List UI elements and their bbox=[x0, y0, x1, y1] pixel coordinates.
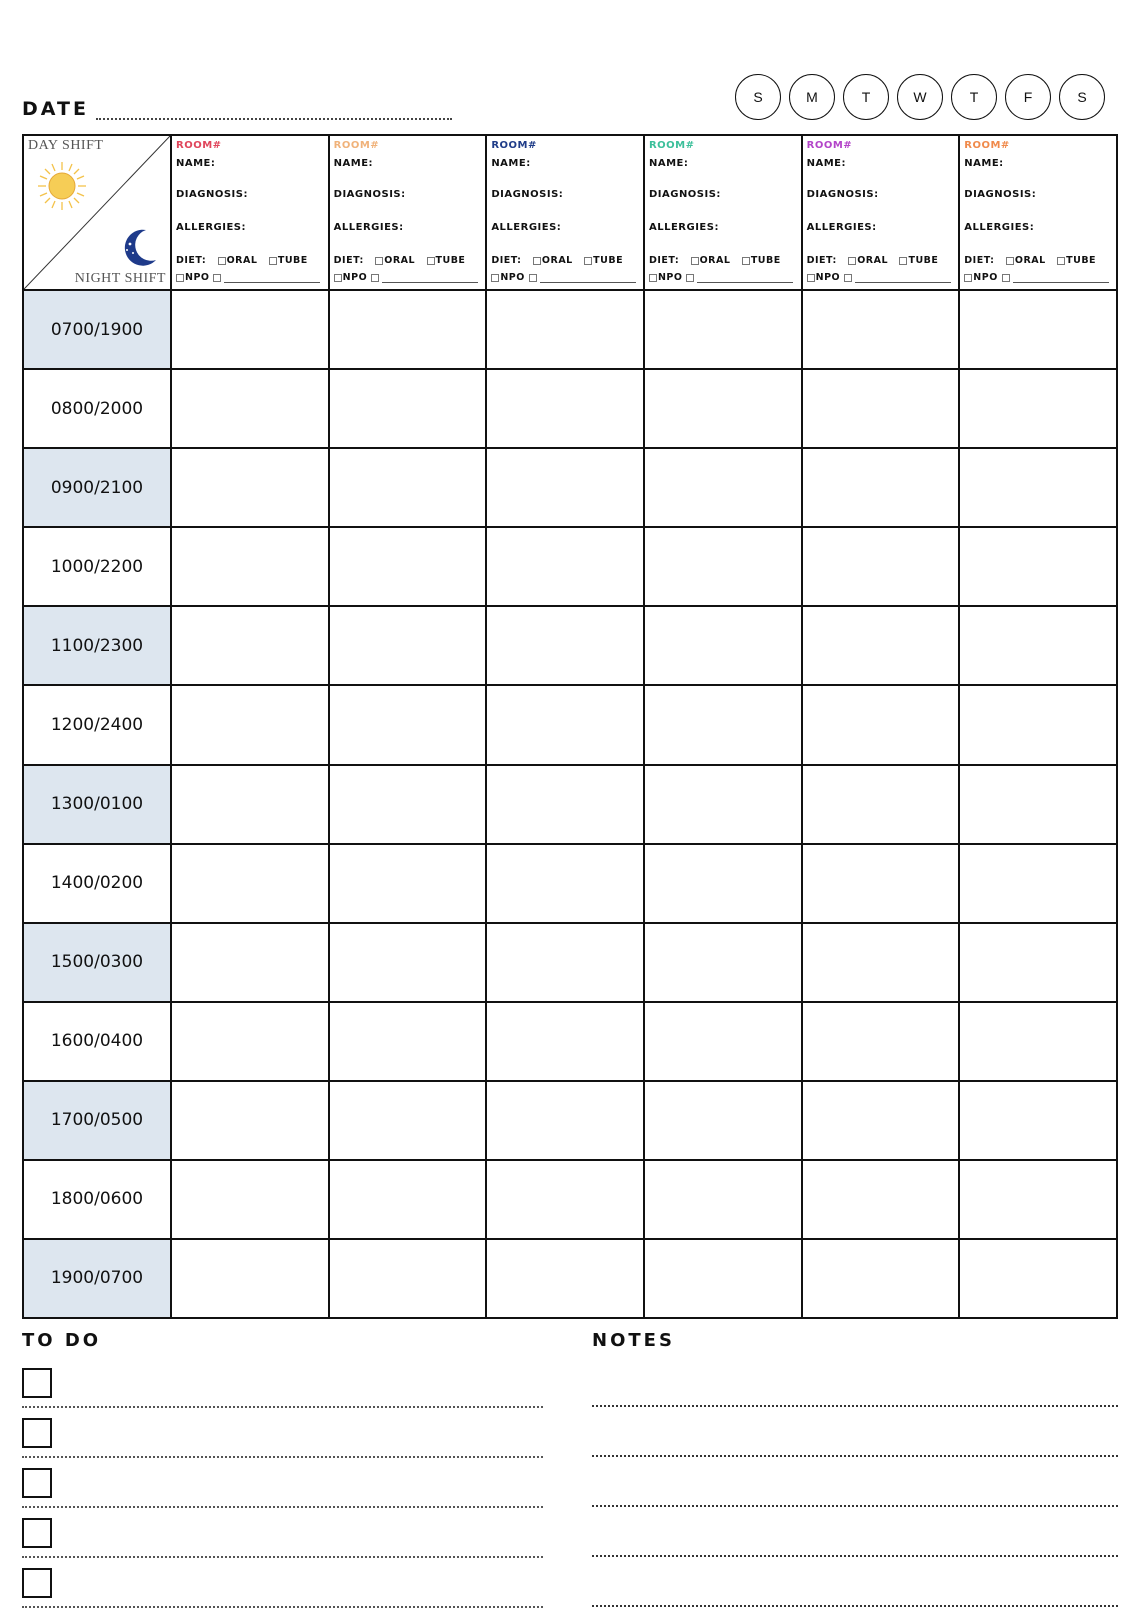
schedule-cell[interactable] bbox=[959, 1081, 1117, 1160]
day-thursday[interactable]: T bbox=[951, 74, 997, 120]
npo-label: NPO bbox=[973, 272, 998, 283]
time-row bbox=[23, 844, 1117, 923]
patient-header-2[interactable] bbox=[329, 135, 487, 290]
time-label: 1100/2300 bbox=[23, 606, 171, 685]
schedule-cell[interactable] bbox=[802, 1002, 960, 1081]
schedule-cell[interactable] bbox=[329, 1081, 487, 1160]
shift-corner-cell bbox=[23, 135, 171, 290]
diagnosis-label: DIAGNOSIS: bbox=[806, 189, 879, 200]
schedule-cell[interactable] bbox=[171, 1160, 329, 1239]
schedule-cell[interactable] bbox=[959, 369, 1117, 448]
name-label: NAME: bbox=[806, 158, 847, 169]
npo-label: NPO bbox=[815, 272, 841, 283]
tube-label: TUBE bbox=[908, 255, 939, 266]
tube-checkbox[interactable] bbox=[899, 257, 907, 265]
oral-checkbox[interactable] bbox=[848, 257, 856, 265]
time-label: 1200/2400 bbox=[23, 685, 171, 764]
room-label: ROOM# bbox=[491, 140, 537, 151]
allergies-label: ALLERGIES: bbox=[333, 222, 404, 233]
schedule-cell[interactable] bbox=[644, 1002, 802, 1081]
time-label: 1800/0600 bbox=[23, 1160, 171, 1239]
npo-row bbox=[176, 272, 320, 283]
schedule-cell[interactable] bbox=[171, 765, 329, 844]
diet-row bbox=[334, 255, 484, 266]
schedule-cell[interactable] bbox=[802, 923, 960, 1002]
oral-label: ORAL bbox=[1014, 255, 1046, 266]
diagnosis-label: DIAGNOSIS: bbox=[648, 189, 721, 200]
schedule-cell[interactable] bbox=[644, 527, 802, 606]
time-row bbox=[23, 765, 1117, 844]
schedule-cell[interactable] bbox=[171, 1081, 329, 1160]
schedule-cell[interactable] bbox=[644, 1160, 802, 1239]
schedule-cell[interactable] bbox=[802, 448, 960, 527]
allergies-label: ALLERGIES: bbox=[806, 222, 877, 233]
time-row bbox=[23, 1239, 1117, 1318]
schedule-cell[interactable] bbox=[959, 527, 1117, 606]
schedule-cell[interactable] bbox=[644, 844, 802, 923]
diagnosis-label: DIAGNOSIS: bbox=[176, 189, 248, 200]
allergies-label: ALLERGIES: bbox=[491, 222, 562, 233]
time-row bbox=[23, 685, 1117, 764]
oral-label: ORAL bbox=[857, 255, 889, 266]
schedule-cell[interactable] bbox=[486, 606, 644, 685]
tube-checkbox[interactable] bbox=[584, 257, 592, 265]
schedule-cell[interactable] bbox=[802, 527, 960, 606]
schedule-cell[interactable] bbox=[802, 606, 960, 685]
tube-checkbox[interactable] bbox=[427, 257, 435, 265]
schedule-cell[interactable] bbox=[802, 1081, 960, 1160]
schedule-cell[interactable] bbox=[644, 448, 802, 527]
todo-line[interactable] bbox=[22, 1556, 543, 1558]
schedule-cell[interactable] bbox=[644, 923, 802, 1002]
todo-checkbox[interactable] bbox=[22, 1568, 52, 1598]
note-line[interactable] bbox=[592, 1605, 1118, 1607]
room-label: ROOM# bbox=[806, 140, 853, 151]
schedule-cell[interactable] bbox=[644, 685, 802, 764]
schedule-cell[interactable] bbox=[329, 290, 487, 369]
date-label: DATE bbox=[22, 98, 89, 120]
oral-checkbox[interactable] bbox=[533, 257, 541, 265]
time-label: 0900/2100 bbox=[23, 448, 171, 527]
time-label: 1400/0200 bbox=[23, 844, 171, 923]
schedule-cell[interactable] bbox=[171, 844, 329, 923]
schedule-cell[interactable] bbox=[802, 369, 960, 448]
other-checkbox[interactable] bbox=[529, 274, 537, 282]
npo-label: NPO bbox=[185, 272, 210, 283]
schedule-cell[interactable] bbox=[486, 1081, 644, 1160]
schedule-cell[interactable] bbox=[644, 606, 802, 685]
oral-checkbox[interactable] bbox=[375, 257, 383, 265]
allergies-label: ALLERGIES: bbox=[964, 222, 1035, 233]
npo-checkbox[interactable] bbox=[176, 274, 184, 282]
schedule-cell[interactable] bbox=[329, 527, 487, 606]
schedule-cell[interactable] bbox=[959, 1239, 1117, 1318]
diagnosis-label: DIAGNOSIS: bbox=[333, 189, 406, 200]
schedule-cell[interactable] bbox=[486, 369, 644, 448]
other-checkbox[interactable] bbox=[371, 274, 379, 282]
tube-label: TUBE bbox=[277, 255, 308, 266]
day-shift-label: DAY SHIFT bbox=[28, 138, 104, 153]
time-row bbox=[23, 369, 1117, 448]
room-label: ROOM# bbox=[176, 140, 222, 151]
tube-label: TUBE bbox=[750, 255, 781, 266]
todo-checkbox[interactable] bbox=[22, 1518, 52, 1548]
other-line[interactable] bbox=[224, 282, 320, 283]
todo-item bbox=[22, 1568, 543, 1616]
schedule-cell[interactable] bbox=[486, 1002, 644, 1081]
schedule-cell[interactable] bbox=[171, 923, 329, 1002]
schedule-cell[interactable] bbox=[171, 1239, 329, 1318]
time-label: 1300/0100 bbox=[23, 765, 171, 844]
schedule-cell[interactable] bbox=[171, 606, 329, 685]
schedule-cell[interactable] bbox=[959, 606, 1117, 685]
schedule-cell[interactable] bbox=[486, 1239, 644, 1318]
schedule-cell[interactable] bbox=[802, 765, 960, 844]
schedule-cell[interactable] bbox=[171, 290, 329, 369]
oral-label: ORAL bbox=[699, 255, 731, 266]
schedule-cell[interactable] bbox=[959, 1160, 1117, 1239]
name-label: NAME: bbox=[964, 158, 1004, 169]
schedule-cell[interactable] bbox=[171, 1002, 329, 1081]
time-row bbox=[23, 448, 1117, 527]
schedule-cell[interactable] bbox=[644, 765, 802, 844]
oral-label: ORAL bbox=[226, 255, 258, 266]
name-label: NAME: bbox=[491, 158, 531, 169]
time-row bbox=[23, 527, 1117, 606]
time-row bbox=[23, 1081, 1117, 1160]
name-label: NAME: bbox=[333, 158, 374, 169]
schedule-cell[interactable] bbox=[329, 685, 487, 764]
npo-label: NPO bbox=[657, 272, 683, 283]
schedule-cell[interactable] bbox=[959, 923, 1117, 1002]
diet-row bbox=[807, 255, 957, 266]
day-tuesday[interactable]: T bbox=[843, 74, 889, 120]
diet-label: DIET: bbox=[333, 255, 364, 266]
todo-title: TO DO bbox=[22, 1330, 102, 1351]
todo-item bbox=[22, 1468, 543, 1516]
diet-row bbox=[964, 255, 1114, 266]
oral-checkbox[interactable] bbox=[691, 257, 699, 265]
oral-label: ORAL bbox=[541, 255, 573, 266]
todo-checkbox[interactable] bbox=[22, 1368, 52, 1398]
schedule-cell[interactable] bbox=[486, 844, 644, 923]
note-line[interactable] bbox=[592, 1455, 1118, 1457]
room-label: ROOM# bbox=[964, 140, 1010, 151]
time-row bbox=[23, 606, 1117, 685]
other-line[interactable] bbox=[540, 282, 636, 283]
schedule-cell[interactable] bbox=[171, 369, 329, 448]
day-friday[interactable]: F bbox=[1005, 74, 1051, 120]
time-label: 1000/2200 bbox=[23, 527, 171, 606]
other-line[interactable] bbox=[855, 282, 951, 283]
todo-line[interactable] bbox=[22, 1506, 543, 1508]
allergies-label: ALLERGIES: bbox=[176, 222, 246, 233]
schedule-cell[interactable] bbox=[802, 844, 960, 923]
schedule-cell[interactable] bbox=[486, 765, 644, 844]
note-line[interactable] bbox=[592, 1505, 1118, 1507]
patient-header-5[interactable] bbox=[802, 135, 960, 290]
diet-label: DIET: bbox=[491, 255, 522, 266]
todo-line[interactable] bbox=[22, 1406, 543, 1408]
schedule-cell[interactable] bbox=[486, 923, 644, 1002]
room-label: ROOM# bbox=[333, 140, 380, 151]
schedule-cell[interactable] bbox=[959, 448, 1117, 527]
note-line[interactable] bbox=[592, 1555, 1118, 1557]
time-label: 1900/0700 bbox=[23, 1239, 171, 1318]
allergies-label: ALLERGIES: bbox=[648, 222, 719, 233]
time-row bbox=[23, 1160, 1117, 1239]
notes-title: NOTES bbox=[592, 1330, 675, 1351]
sun-icon bbox=[36, 160, 88, 212]
schedule-cell[interactable] bbox=[329, 1239, 487, 1318]
oral-checkbox[interactable] bbox=[1006, 257, 1014, 265]
npo-row bbox=[964, 272, 1108, 283]
patient-header-1[interactable] bbox=[171, 135, 329, 290]
weekday-selector bbox=[735, 74, 1105, 122]
schedule-cell[interactable] bbox=[329, 1160, 487, 1239]
diet-row bbox=[176, 255, 326, 266]
npo-row bbox=[334, 272, 478, 283]
tube-label: TUBE bbox=[593, 255, 624, 266]
npo-checkbox[interactable] bbox=[964, 274, 972, 282]
date-row bbox=[22, 92, 452, 122]
day-sunday[interactable]: S bbox=[735, 74, 781, 120]
diagnosis-label: DIAGNOSIS: bbox=[491, 189, 564, 200]
todo-line[interactable] bbox=[22, 1606, 543, 1608]
other-checkbox[interactable] bbox=[213, 274, 221, 282]
diet-label: DIET: bbox=[806, 255, 837, 266]
tube-checkbox[interactable] bbox=[269, 257, 277, 265]
schedule-cell[interactable] bbox=[802, 290, 960, 369]
time-label: 1700/0500 bbox=[23, 1081, 171, 1160]
diagnosis-label: DIAGNOSIS: bbox=[964, 189, 1037, 200]
diet-label: DIET: bbox=[964, 255, 995, 266]
tube-checkbox[interactable] bbox=[742, 257, 750, 265]
npo-checkbox[interactable] bbox=[334, 274, 342, 282]
patient-header-4[interactable] bbox=[644, 135, 802, 290]
schedule-cell[interactable] bbox=[486, 290, 644, 369]
schedule-cell[interactable] bbox=[486, 685, 644, 764]
schedule-cell[interactable] bbox=[329, 765, 487, 844]
shift-grid bbox=[22, 134, 1118, 1319]
day-saturday[interactable]: S bbox=[1059, 74, 1105, 120]
time-label: 0700/1900 bbox=[23, 290, 171, 369]
date-line[interactable] bbox=[96, 118, 452, 120]
schedule-cell[interactable] bbox=[486, 527, 644, 606]
diet-row bbox=[491, 255, 641, 266]
name-label: NAME: bbox=[176, 158, 216, 169]
todo-checkbox[interactable] bbox=[22, 1468, 52, 1498]
schedule-cell[interactable] bbox=[329, 844, 487, 923]
other-line[interactable] bbox=[382, 282, 478, 283]
day-monday[interactable]: M bbox=[789, 74, 835, 120]
npo-checkbox[interactable] bbox=[807, 274, 815, 282]
schedule-cell[interactable] bbox=[171, 448, 329, 527]
schedule-cell[interactable] bbox=[644, 369, 802, 448]
diet-row bbox=[649, 255, 799, 266]
schedule-cell[interactable] bbox=[329, 606, 487, 685]
time-row bbox=[23, 290, 1117, 369]
patient-header-3[interactable] bbox=[486, 135, 644, 290]
npo-row bbox=[649, 272, 793, 283]
todo-item bbox=[22, 1368, 543, 1416]
day-wednesday[interactable]: W bbox=[897, 74, 943, 120]
npo-row bbox=[807, 272, 951, 283]
other-checkbox[interactable] bbox=[686, 274, 694, 282]
room-label: ROOM# bbox=[648, 140, 695, 151]
schedule-cell[interactable] bbox=[802, 1239, 960, 1318]
schedule-cell[interactable] bbox=[959, 1002, 1117, 1081]
schedule-cell[interactable] bbox=[802, 1160, 960, 1239]
todo-item bbox=[22, 1518, 543, 1566]
time-label: 1500/0300 bbox=[23, 923, 171, 1002]
schedule-cell[interactable] bbox=[329, 448, 487, 527]
note-line[interactable] bbox=[592, 1405, 1118, 1407]
schedule-cell[interactable] bbox=[329, 369, 487, 448]
other-line[interactable] bbox=[697, 282, 793, 283]
patient-header-6[interactable] bbox=[959, 135, 1117, 290]
npo-row bbox=[491, 272, 635, 283]
schedule-cell[interactable] bbox=[959, 844, 1117, 923]
tube-checkbox[interactable] bbox=[1057, 257, 1065, 265]
diet-label: DIET: bbox=[648, 255, 680, 266]
schedule-cell[interactable] bbox=[329, 923, 487, 1002]
schedule-cell[interactable] bbox=[959, 765, 1117, 844]
time-row bbox=[23, 923, 1117, 1002]
npo-checkbox[interactable] bbox=[491, 274, 499, 282]
todo-line[interactable] bbox=[22, 1456, 543, 1458]
header-row bbox=[23, 135, 1117, 290]
schedule-cell[interactable] bbox=[644, 290, 802, 369]
schedule-cell[interactable] bbox=[959, 290, 1117, 369]
schedule-cell[interactable] bbox=[644, 1239, 802, 1318]
oral-checkbox[interactable] bbox=[218, 257, 226, 265]
todo-item bbox=[22, 1418, 543, 1466]
schedule-cell[interactable] bbox=[644, 1081, 802, 1160]
other-checkbox[interactable] bbox=[844, 274, 852, 282]
schedule-cell[interactable] bbox=[802, 685, 960, 764]
tube-label: TUBE bbox=[435, 255, 466, 266]
npo-label: NPO bbox=[342, 272, 368, 283]
name-label: NAME: bbox=[648, 158, 689, 169]
todo-checkbox[interactable] bbox=[22, 1418, 52, 1448]
npo-checkbox[interactable] bbox=[649, 274, 657, 282]
oral-label: ORAL bbox=[384, 255, 416, 266]
time-label: 0800/2000 bbox=[23, 369, 171, 448]
tube-label: TUBE bbox=[1066, 255, 1097, 266]
schedule-cell[interactable] bbox=[329, 1002, 487, 1081]
schedule-cell[interactable] bbox=[959, 685, 1117, 764]
night-shift-label: NIGHT SHIFT bbox=[74, 271, 166, 287]
other-checkbox[interactable] bbox=[1002, 274, 1010, 282]
npo-label: NPO bbox=[500, 272, 525, 283]
other-line[interactable] bbox=[1013, 282, 1109, 283]
schedule-cell[interactable] bbox=[171, 685, 329, 764]
time-row bbox=[23, 1002, 1117, 1081]
time-label: 1600/0400 bbox=[23, 1002, 171, 1081]
schedule-cell[interactable] bbox=[486, 1160, 644, 1239]
diet-label: DIET: bbox=[176, 255, 207, 266]
schedule-cell[interactable] bbox=[486, 448, 644, 527]
moon-icon bbox=[116, 226, 160, 270]
schedule-cell[interactable] bbox=[171, 527, 329, 606]
